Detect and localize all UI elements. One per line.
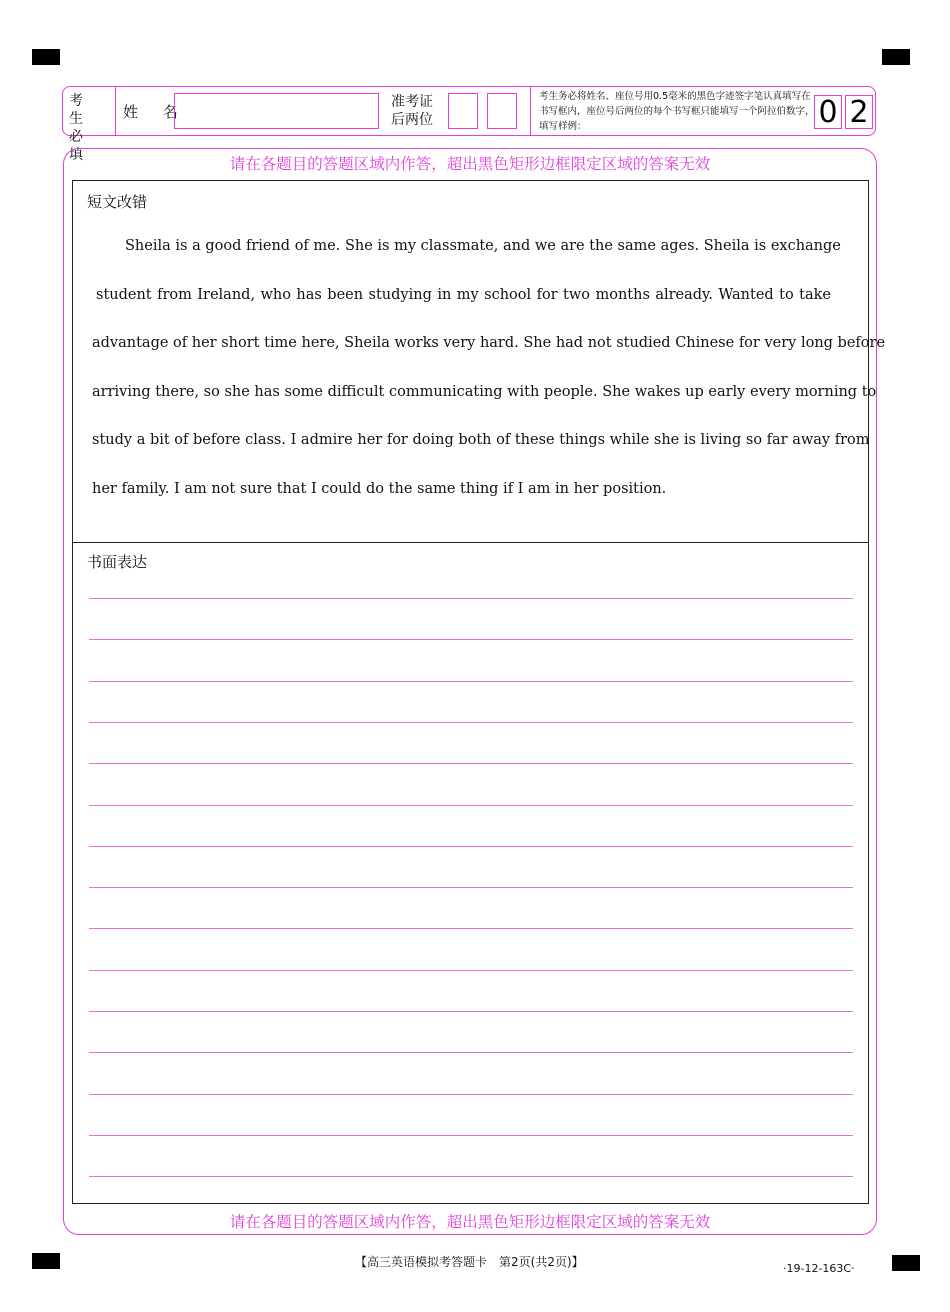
writing-title: 书面表达 xyxy=(87,553,148,571)
writing-line[interactable] xyxy=(89,846,853,847)
error-correction-title: 短文改错 xyxy=(87,193,148,211)
writing-line[interactable] xyxy=(89,970,853,971)
writing-line[interactable] xyxy=(89,598,853,599)
registration-mark-top-left xyxy=(32,49,60,65)
exam-number-label xyxy=(391,93,433,129)
name-label: 姓 名 xyxy=(123,103,188,121)
registration-mark-bottom-left xyxy=(32,1253,60,1269)
writing-line[interactable] xyxy=(89,1052,853,1053)
writing-line[interactable] xyxy=(89,1176,853,1177)
header-divider xyxy=(530,87,531,135)
footer-title: 【高三英语模拟考答题卡 第2页(共2页)】 xyxy=(355,1255,584,1269)
writing-line[interactable] xyxy=(89,1011,853,1012)
writing-line[interactable] xyxy=(89,722,853,723)
passage-line: study a bit of before class. I admire her for doing both of these things while she is living so far away from xyxy=(92,432,870,448)
sample-digit-2: 2 xyxy=(845,95,873,129)
writing-line[interactable] xyxy=(89,639,853,640)
warning-top: 请在各题目的答题区域内作答，超出黑色矩形边框限定区域的答案无效 xyxy=(229,155,711,173)
fill-instructions: 考生务必将姓名、座位号用0.5毫米的黑色字迹签字笔认真填写在书写框内，座位号后两位的每个书写框只能填写一个阿拉伯数字，填写样例： xyxy=(539,91,815,132)
header-divider xyxy=(115,87,116,135)
writing-line[interactable] xyxy=(89,887,853,888)
name-field[interactable] xyxy=(174,93,379,129)
exam-label-line-2: 后两位 xyxy=(391,112,433,128)
candidate-info-header xyxy=(62,86,876,163)
warning-bottom: 请在各题目的答题区域内作答，超出黑色矩形边框限定区域的答案无效 xyxy=(229,1213,711,1231)
exam-digit-field-2[interactable] xyxy=(487,93,517,129)
passage-line: her family. I am not sure that I could do the same thing if I am in her position. xyxy=(92,481,667,497)
writing-line[interactable] xyxy=(89,681,853,682)
sample-digit-0: 0 xyxy=(814,95,842,129)
registration-mark-bottom-right xyxy=(892,1255,920,1271)
writing-line[interactable] xyxy=(89,763,853,764)
exam-digit-field-1[interactable] xyxy=(448,93,478,129)
exam-label-line-1: 准考证 xyxy=(391,94,433,110)
answer-box xyxy=(72,180,886,1204)
footer-code: ·19-12-163C· xyxy=(783,1262,855,1275)
passage-line: Sheila is a good friend of me. She is my classmate, and we are the same ages. Sheila is exchange xyxy=(125,238,841,254)
passage-line: student from Ireland, who has been studying in my school for two months already. Wanted to take xyxy=(96,287,831,303)
must-fill-label: 考 生 必 填 xyxy=(69,93,89,163)
registration-mark-top-right xyxy=(882,49,910,65)
passage-line: advantage of her short time here, Sheila works very hard. She had not studied Chinese for very long before xyxy=(92,335,886,351)
writing-line[interactable] xyxy=(89,805,853,806)
writing-line[interactable] xyxy=(89,928,853,929)
writing-line[interactable] xyxy=(89,1135,853,1136)
writing-line[interactable] xyxy=(89,1094,853,1095)
section-divider xyxy=(73,542,868,543)
passage-line: arriving there, so she has some difficult communicating with people. She wakes up early every morning to xyxy=(92,384,877,400)
